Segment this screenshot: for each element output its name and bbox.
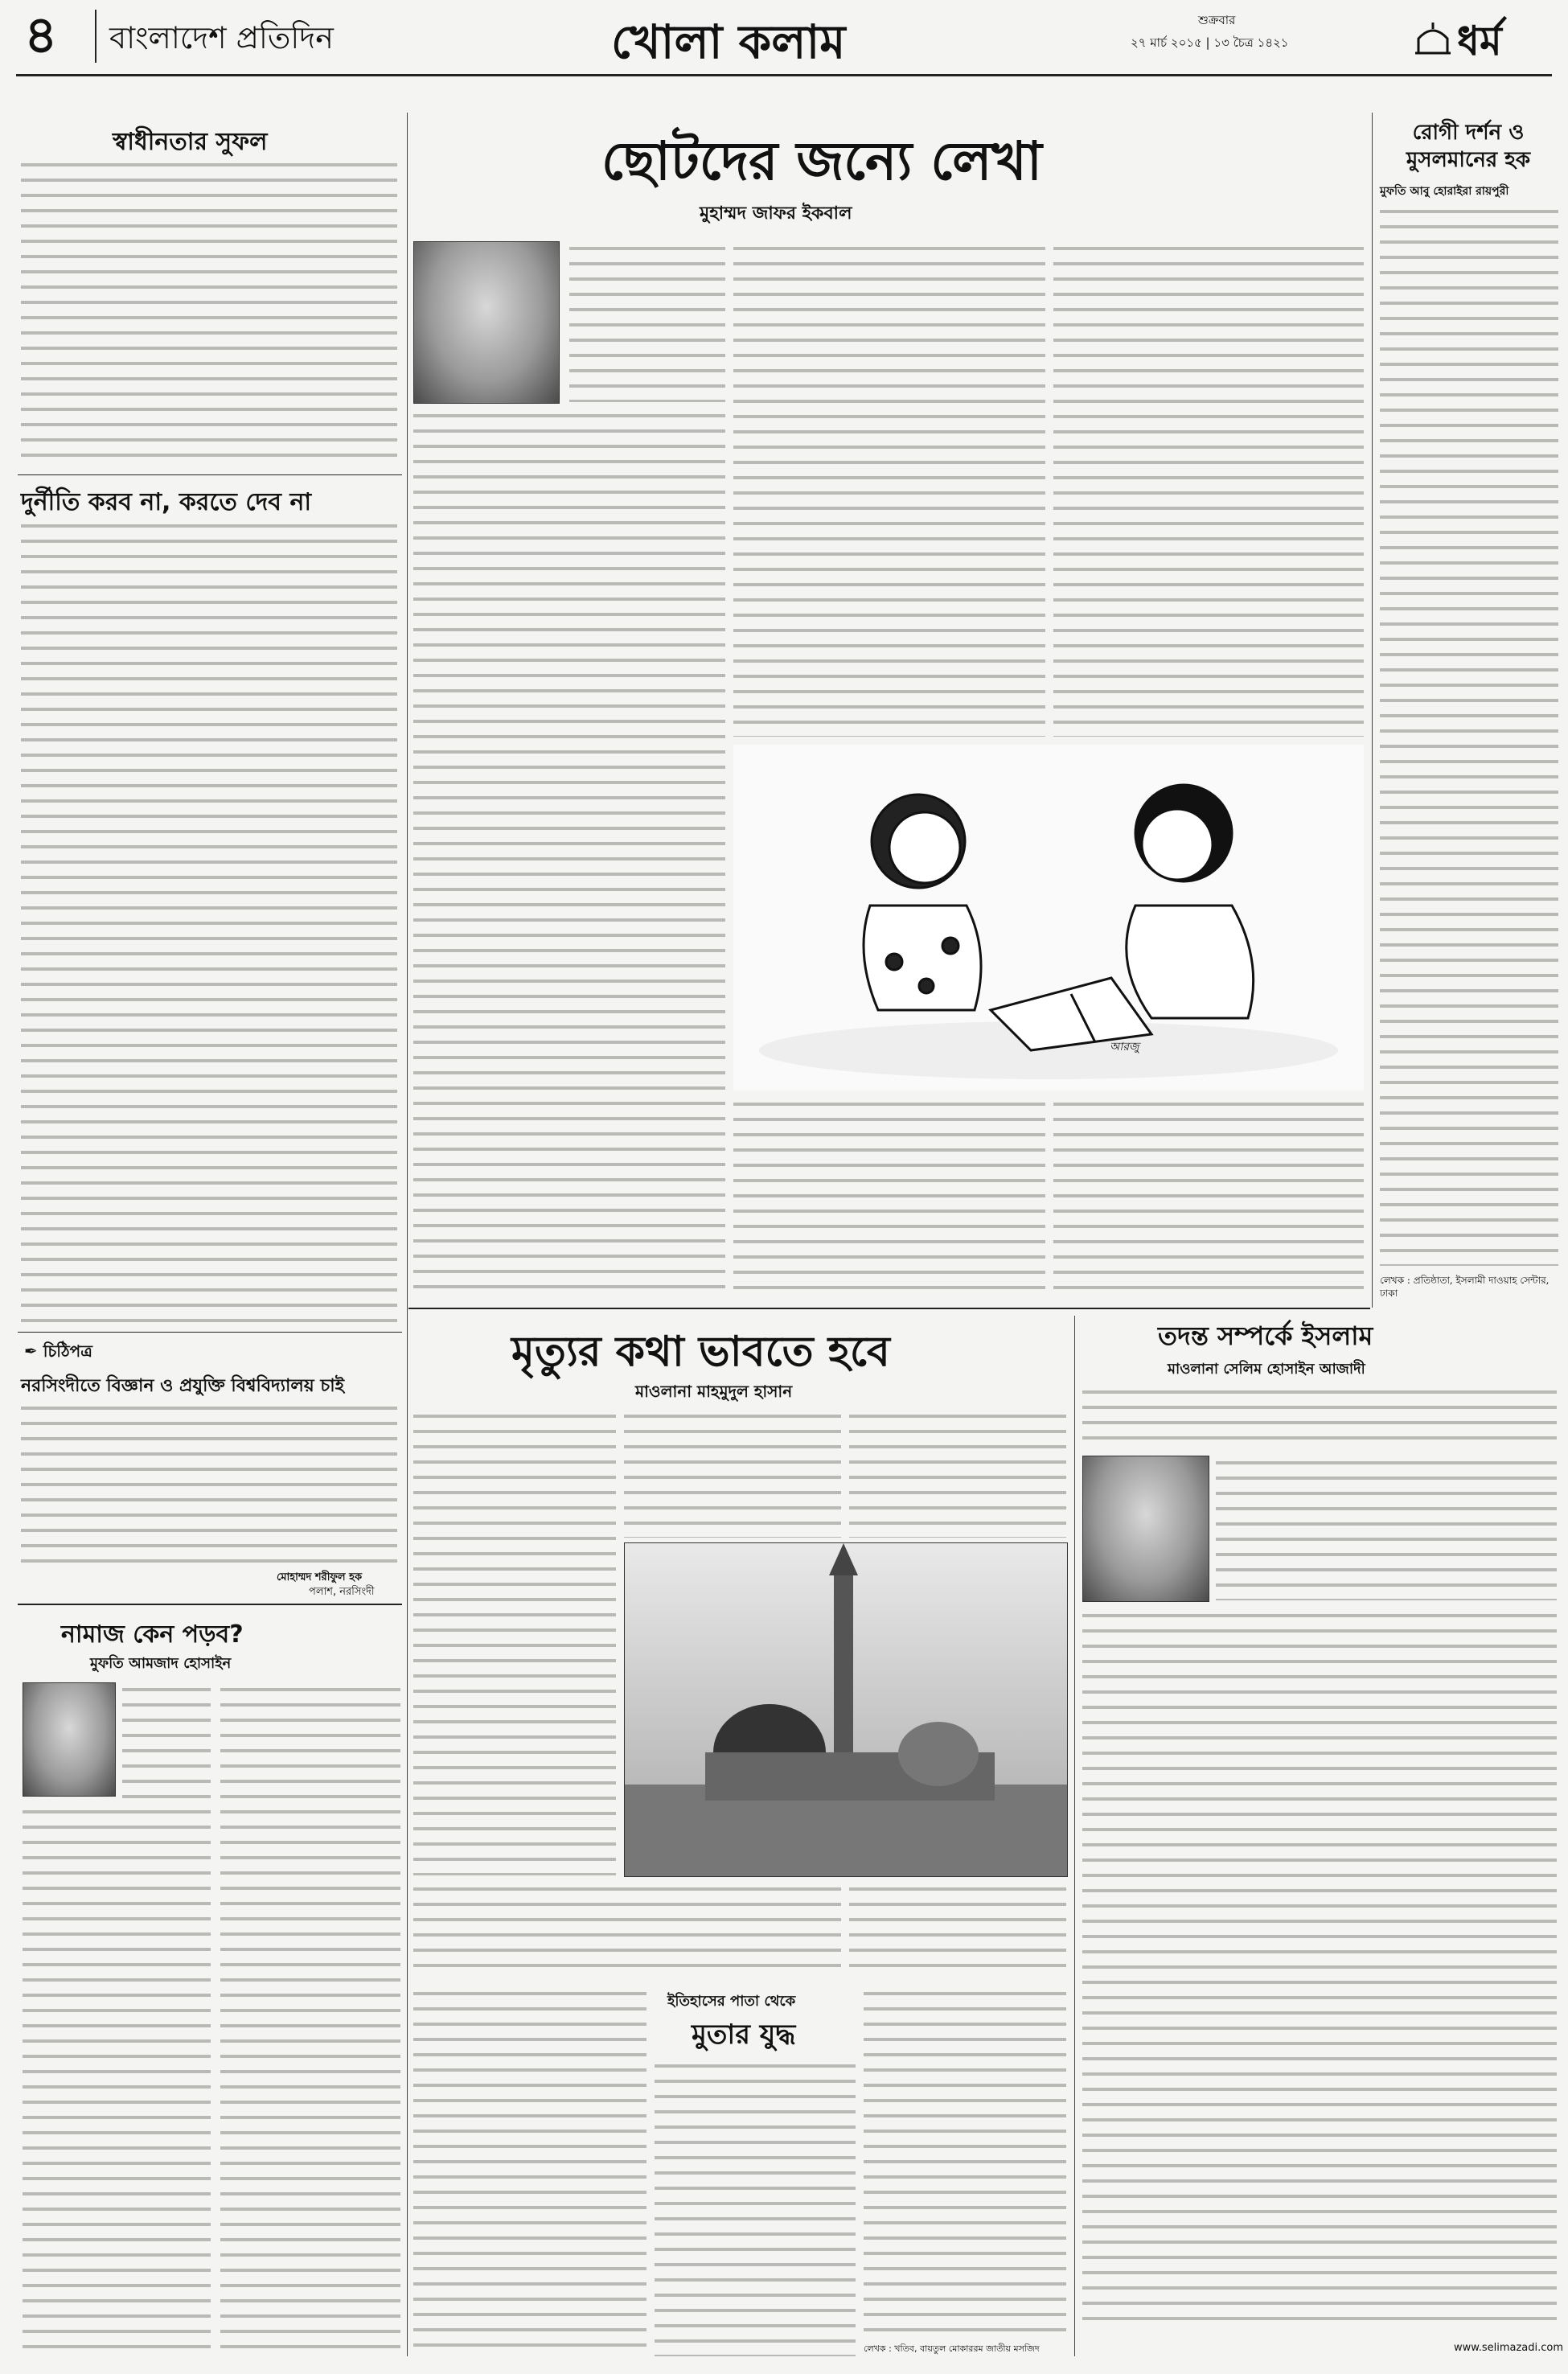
right-headline (1380, 119, 1557, 174)
namaz-text-beside-photo (122, 1682, 211, 1798)
death-text-col-3-lower (849, 1882, 1066, 1978)
feature-headline: ছোটদের জন্যে লেখা (601, 130, 1042, 192)
death-text-col-3 (849, 1409, 1066, 1538)
left-headline-3: নরসিংদীতে বিজ্ঞান ও প্রযুক্তি বিশ্ববিদ্যালয় চাই (21, 1376, 345, 1396)
feature-text-beside-photo (569, 241, 725, 402)
death-text-col-1 (413, 1409, 616, 1875)
namaz-headline: নামাজ কেন পড়ব? (61, 1620, 244, 1649)
feature-illustration (733, 745, 1364, 1090)
namaz-text-1 (23, 1805, 211, 2356)
tadanta-headline: তদন্ত সম্পর্কে ইসলাম (1158, 1320, 1373, 1351)
footer-url[interactable]: www.selimazadi.com (1454, 2342, 1564, 2354)
left-divider-1 (18, 474, 402, 475)
illustration-signature: আরজু (1110, 1041, 1139, 1054)
chithipatra-text: চিঠিপত্র (43, 1341, 92, 1361)
left-article-1-text (21, 158, 397, 468)
right-section-title: ধর্ম (1457, 18, 1502, 64)
history-text-col-2 (864, 1986, 1066, 2340)
masthead-divider (95, 10, 96, 63)
namaz-author: মুফতি আমজাদ হোসাইন (90, 1655, 232, 1672)
right-article-text (1380, 204, 1558, 1266)
column-rule-bottom (1074, 1316, 1075, 2356)
feature-text-col-3-lower (1053, 1097, 1364, 1300)
feature-text-col-2-lower (733, 1097, 1045, 1300)
left-article-2-text (21, 519, 397, 1323)
history-text-col-1 (655, 2059, 856, 2356)
namaz-text-2 (220, 1682, 400, 2356)
left-headline-2: দুর্নীতি করব না, করতে দেব না (21, 488, 312, 516)
masthead-rule (16, 74, 1552, 76)
left-divider-2 (18, 1332, 402, 1333)
chithipatra-label (24, 1340, 92, 1366)
tadanta-text-top (1082, 1385, 1557, 1449)
left-letter-text (21, 1401, 397, 1563)
letter-signature: মোহাম্মদ শরীফুল হক (277, 1571, 363, 1583)
page-number: ৪ (24, 6, 58, 65)
letter-place: পলাশ, নরসিংদী (309, 1586, 375, 1598)
right-headline-text: রোগী দর্শন ও মুসলমানের হক (1406, 121, 1531, 172)
mosque-icon (1415, 21, 1451, 56)
mosque-photo (624, 1542, 1068, 1877)
tadanta-author-photo (1082, 1456, 1209, 1602)
column-rule-left (407, 113, 408, 2356)
feature-text-col-3 (1053, 241, 1364, 737)
death-headline: মৃত্যুর কথা ভাবতে হবে (511, 1328, 890, 1376)
namaz-author-photo (23, 1682, 116, 1797)
left-headline-1: স্বাধীনতার সুফল (113, 128, 268, 156)
paper-name: বাংলাদেশ প্রতিদিন (109, 20, 334, 55)
death-text-col-2 (624, 1409, 841, 1538)
death-text-bottom-col-1 (413, 1986, 646, 2356)
masthead (0, 0, 1568, 74)
history-label: ইতিহাসের পাতা থেকে (667, 1993, 796, 2010)
feature-text-col-2 (733, 241, 1045, 737)
left-divider-3 (18, 1604, 402, 1605)
tadanta-text-body (1082, 1608, 1557, 2332)
feature-author: মুহাম্মদ জাফর ইকবাল (700, 203, 852, 224)
feature-bottom-rule (408, 1308, 1370, 1309)
history-credit: লেখক : খতিব, বায়তুল মোকাররম জাতীয় মসজিদ (864, 2343, 1040, 2354)
right-credit: লেখক : প্রতিষ্ঠাতা, ইসলামী দাওয়াহ সেন্টার, ঢাকা (1380, 1275, 1550, 1299)
right-author: মুফতি আবু হোরাইরা রায়পুরী (1380, 185, 1509, 198)
section-title: খোলা কলাম (611, 14, 846, 69)
death-text-col-2-lower (413, 1882, 841, 1978)
column-rule-right (1372, 113, 1373, 1308)
masthead-day: শুক্রবার (1198, 13, 1236, 27)
death-author: মাওলানা মাহমুদুল হাসান (635, 1382, 793, 1401)
masthead-date: ২৭ মার্চ ২০১৫ | ১৩ চৈত্র ১৪২১ (1131, 35, 1289, 50)
feature-text-col-1 (413, 409, 725, 1300)
tadanta-author: মাওলানা সেলিম হোসাইন আজাদী (1168, 1361, 1365, 1378)
pen-icon: ✒ (24, 1341, 43, 1361)
history-headline: মুতার যুদ্ধ (692, 2019, 796, 2051)
feature-author-photo (413, 241, 560, 404)
tadanta-text-beside-photo (1216, 1456, 1557, 1600)
